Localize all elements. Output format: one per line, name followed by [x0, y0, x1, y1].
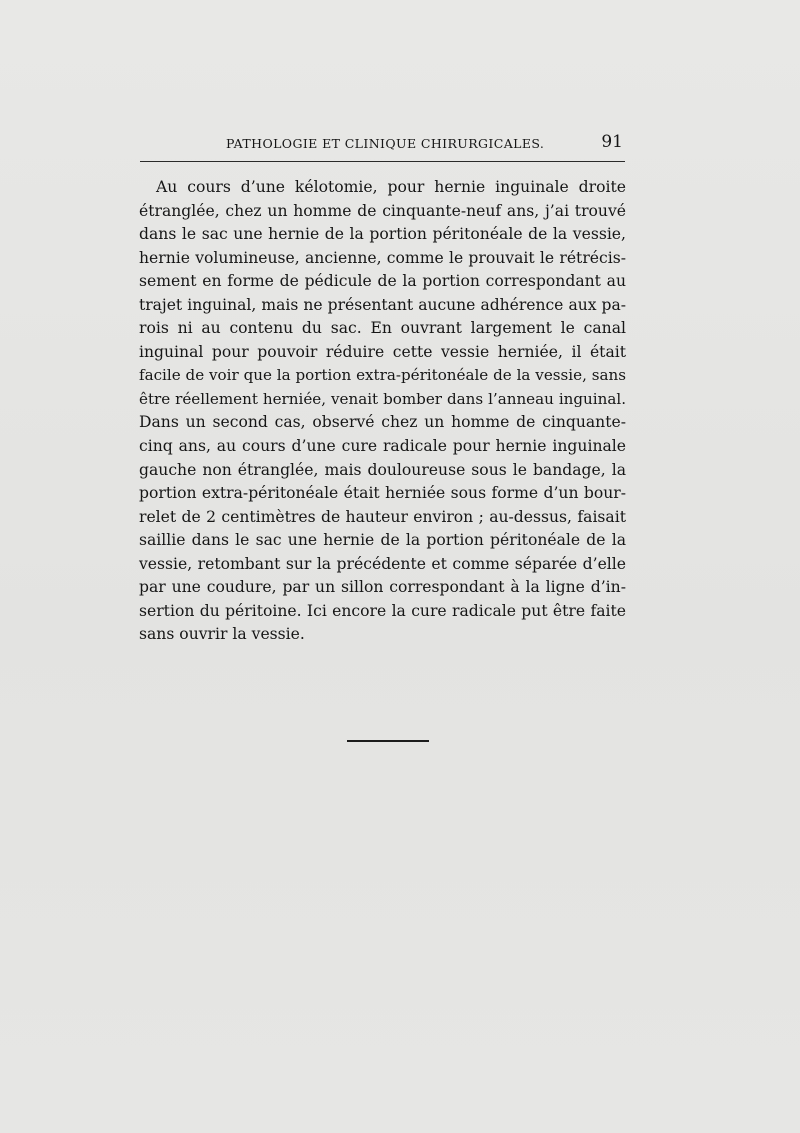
text-line: saillie dans le sac une hernie de la portion péritonéale de la [139, 531, 626, 550]
text-line: être réellement herniée, venait bomber dans l’anneau inguinal. [139, 389, 626, 408]
text-line: portion extra-péritonéale était herniée sous forme d’un bour- [139, 484, 626, 503]
page-number: 91 [601, 132, 623, 152]
running-title: PATHOLOGIE ET CLINIQUE CHIRURGICALES. [226, 136, 545, 151]
text-line: relet de 2 centimètres de hauteur environ ; au-dessus, faisait [139, 507, 626, 526]
text-line: vessie, retombant sur la précédente et comme séparée d’elle [139, 554, 626, 573]
text-line: sertion du péritoine. Ici encore la cure radicale put être faite [139, 601, 626, 620]
text-line: hernie volumineuse, ancienne, comme le prouvait le rétrécis- [139, 248, 626, 267]
text-line: facile de voir que la portion extra-péritonéale de la vessie, sans [139, 366, 626, 385]
header-rule [140, 161, 625, 162]
text-line: Dans un second cas, observé chez un homme de cinquante- [139, 413, 626, 432]
text-line: par une coudure, par un sillon correspondant à la ligne d’in- [139, 578, 626, 597]
text-line: Au cours d’une kélotomie, pour hernie inguinale droite [156, 178, 626, 196]
body-paragraph [139, 176, 626, 647]
running-head [140, 130, 625, 154]
text-line: sement en forme de pédicule de la portion correspondant au [139, 272, 626, 291]
text-line: rois ni au contenu du sac. En ouvrant largement le canal [139, 319, 626, 338]
end-rule [347, 740, 429, 742]
text-line: étranglée, chez un homme de cinquante-neuf ans, j’ai trouvé [139, 201, 626, 220]
text-line: cinq ans, au cours d’une cure radicale pour hernie inguinale [139, 437, 626, 456]
text-line: sans ouvrir la vessie. [139, 625, 305, 644]
text-line: dans le sac une hernie de la portion péritonéale de la vessie, [139, 225, 626, 244]
text-line: inguinal pour pouvoir réduire cette vessie herniée, il était [139, 342, 626, 361]
text-line: gauche non étranglée, mais douloureuse sous le bandage, la [139, 460, 626, 479]
text-line: trajet inguinal, mais ne présentant aucune adhérence aux pa- [139, 295, 626, 314]
